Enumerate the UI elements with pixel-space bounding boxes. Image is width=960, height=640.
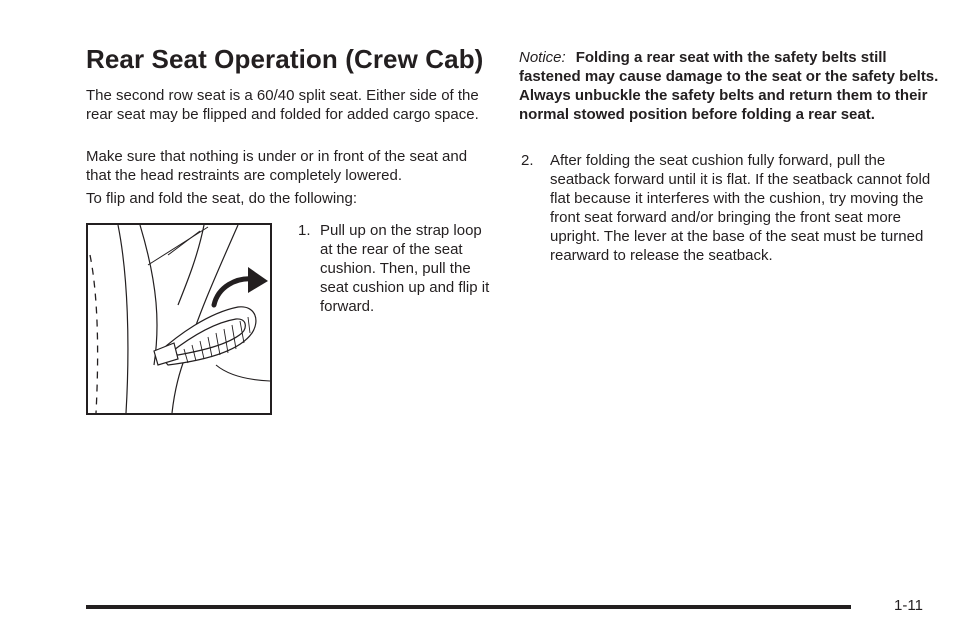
strap-loop (154, 307, 256, 365)
step-number: 2. (521, 152, 534, 169)
notice-text: Folding a rear seat with the safety belts still fastened may cause damage to the seat or the safety belts. Always unbuckle the safety belts and return them to their normal stowed position before folding a rear seat. (519, 49, 939, 123)
lift-arrow-icon (214, 267, 268, 305)
seat-outline-upper (178, 225, 204, 305)
precaution-paragraph: Make sure that nothing is under or in front of the seat and that the head restraints are completely lowered. (86, 148, 468, 184)
seat-line-lower (216, 365, 270, 381)
seat-outline-left (118, 225, 128, 413)
seat-crease-2 (168, 231, 200, 255)
strap-loop-illustration (86, 223, 272, 415)
step-number: 1. (298, 222, 311, 239)
section-title: Rear Seat Operation (Crew Cab) (86, 44, 484, 74)
instruction-lead-paragraph: To flip and fold the seat, do the following: (86, 190, 358, 207)
strap-loop-drawing (88, 225, 270, 413)
seat-edge-dashed-line (90, 255, 98, 413)
seat-outline-inner (140, 225, 157, 365)
intro-paragraph: The second row seat is a 60/40 split seat. Either side of the rear seat may be flipped and folded for added cargo space. (86, 87, 479, 123)
step-2 (521, 151, 941, 265)
page-number: 1-11 (894, 597, 923, 614)
step-text: After folding the seat cushion fully forward, pull the seatback forward until it is flat. If the seatback cannot fold flat because it interferes with the cushion, try moving the front seat forward and/or bringing the front seat more upright. The lever at the base of the seat must be turned rearward to release the seatback. (550, 152, 931, 264)
notice-block (519, 48, 939, 124)
step-text: Pull up on the strap loop at the rear of the seat cushion. Then, pull the seat cushion up and flip it forward. (320, 222, 490, 315)
step-1 (298, 221, 498, 316)
notice-label: Notice: (519, 49, 566, 66)
footer-rule (86, 605, 851, 609)
